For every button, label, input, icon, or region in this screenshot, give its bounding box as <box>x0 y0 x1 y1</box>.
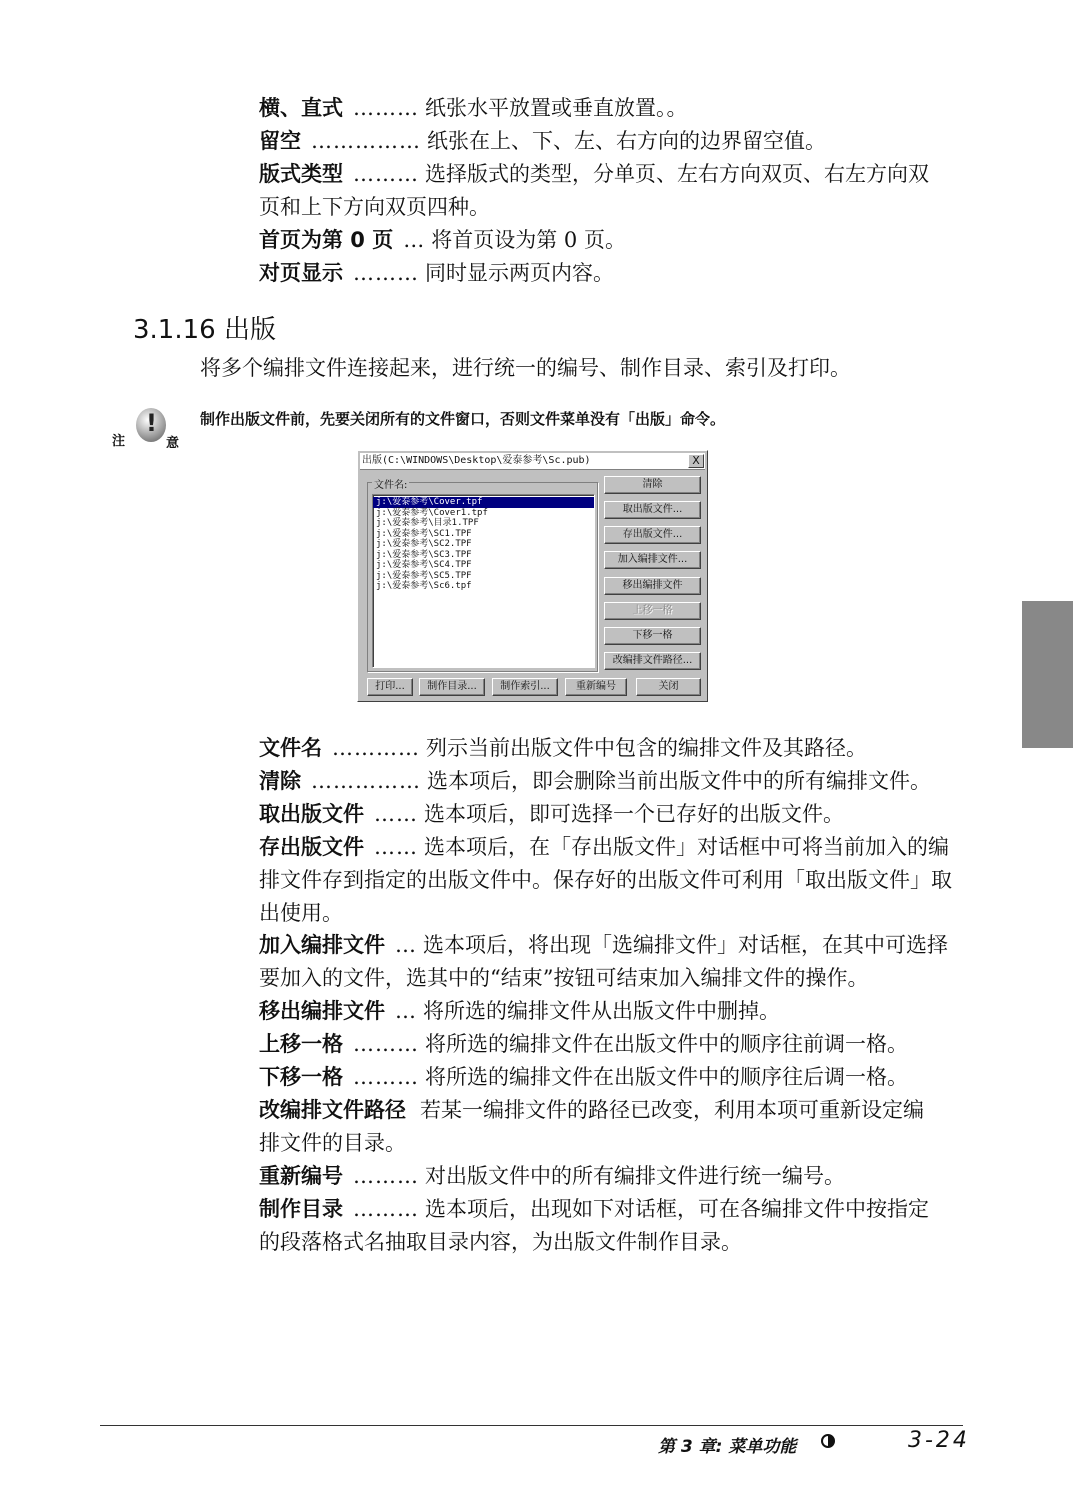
def-desc: 将首页设为第 0 页。 <box>431 228 626 252</box>
list-item[interactable]: j:\爱泰参考\Cover.tpf <box>373 497 594 508</box>
move-down-button[interactable]: 下移一格 <box>604 627 701 645</box>
def-desc: 纸张在上、下、左、右方向的边界留空值。 <box>427 129 826 153</box>
list-item[interactable]: j:\爱泰参考\Sc6.tpf <box>376 581 472 591</box>
def-term: 版式类型 <box>259 162 343 186</box>
leader-dots: ……… <box>353 96 419 120</box>
list-item[interactable]: j:\爱泰参考\SC1.TPF <box>376 528 472 539</box>
def-item <box>259 1094 924 1126</box>
change-path-button[interactable]: 改编排文件路径... <box>604 652 701 670</box>
add-file-button[interactable]: 加入编排文件... <box>604 551 701 569</box>
leader-dots: …………… <box>311 769 421 793</box>
def-item <box>259 1061 908 1093</box>
print-button[interactable]: 打印... <box>367 678 413 696</box>
list-item[interactable]: j:\爱泰参考\目录1.TPF <box>376 518 479 528</box>
def-item <box>259 995 780 1027</box>
def-desc: 选本项后，即可选择一个已存好的出版文件。 <box>424 802 844 826</box>
leader-dots: ………… <box>332 736 420 760</box>
list-item[interactable]: j:\爱泰参考\SC3.TPF <box>376 549 472 560</box>
chapter-tab <box>1022 601 1073 748</box>
def-term: 制作目录 <box>259 1197 343 1221</box>
list-item[interactable]: j:\爱泰参考\SC4.TPF <box>376 560 472 570</box>
def-term: 文件名 <box>259 736 322 760</box>
def-desc: 同时显示两页内容。 <box>425 261 614 285</box>
leader-dots: ……… <box>353 1065 419 1089</box>
def-item <box>259 765 931 797</box>
list-item[interactable]: j:\爱泰参考\SC2.TPF <box>376 539 472 549</box>
clear-button[interactable]: 清除 <box>604 476 701 494</box>
def-item <box>259 125 826 157</box>
def-item <box>259 1028 908 1060</box>
def-item <box>259 929 948 961</box>
def-term: 存出版文件 <box>259 835 364 859</box>
exclamation-icon: ! <box>146 409 157 437</box>
def-desc-continued: 排文件的目录。 <box>259 1131 406 1155</box>
def-desc: 若某一编排文件的路径已改变，利用本项可重新设定编 <box>420 1098 924 1122</box>
def-desc: 对出版文件中的所有编排文件进行统一编号。 <box>425 1164 845 1188</box>
leader-dots: …… <box>374 802 418 826</box>
leader-dots: … <box>395 999 417 1023</box>
make-index-button[interactable]: 制作索引... <box>492 678 558 696</box>
def-desc: 列示当前出版文件中包含的编排文件及其路径。 <box>426 736 867 760</box>
def-desc: 选本项后，在「存出版文件」对话框中可将当前加入的编 <box>424 835 949 859</box>
def-item <box>259 158 929 190</box>
def-desc: 选本项后，将出现「选编排文件」对话框，在其中可选择 <box>423 933 948 957</box>
list-item[interactable]: j:\爱泰参考\SC5.TPF <box>376 570 472 581</box>
def-term: 下移一格 <box>259 1065 343 1089</box>
def-desc: 选本项后，出现如下对话框，可在各编排文件中按指定 <box>425 1197 929 1221</box>
half-moon-icon <box>821 1434 835 1448</box>
def-desc: 将所选的编排文件在出版文件中的顺序往前调一格。 <box>425 1032 908 1056</box>
def-term: 改编排文件路径 <box>259 1098 406 1122</box>
leader-dots: …………… <box>311 129 421 153</box>
def-item <box>259 732 867 764</box>
def-term: 横、直式 <box>259 96 343 120</box>
def-term: 对页显示 <box>259 261 343 285</box>
def-term: 清除 <box>259 769 301 793</box>
def-desc-continued: 页和上下方向双页四种。 <box>259 195 490 219</box>
def-term: 留空 <box>259 129 301 153</box>
def-desc-continued: 出使用。 <box>259 901 343 925</box>
leader-dots: ……… <box>353 1164 419 1188</box>
close-icon[interactable]: X <box>688 454 704 468</box>
def-term: 加入编排文件 <box>259 933 385 957</box>
def-desc-continued: 要加入的文件，选其中的“结束”按钮可结束加入编排文件的操作。 <box>259 966 869 990</box>
def-item <box>259 831 949 863</box>
leader-dots: ……… <box>353 261 419 285</box>
move-up-button[interactable]: 上移一格 <box>604 602 701 620</box>
list-item[interactable]: j:\爱泰参考\Cover1.tpf <box>376 507 488 518</box>
def-item <box>259 798 844 830</box>
def-term: 移出编排文件 <box>259 999 385 1023</box>
make-toc-button[interactable]: 制作目录... <box>419 678 485 696</box>
dialog-title: 出版(C:\WINDOWS\Desktop\爱泰参考\Sc.pub) <box>360 453 705 470</box>
def-item <box>259 92 688 124</box>
def-desc: 纸张水平放置或垂直放置。。 <box>425 96 688 120</box>
remove-file-button[interactable]: 移出编排文件 <box>604 577 701 595</box>
leader-dots: … <box>395 933 417 957</box>
leader-dots: ……… <box>353 162 419 186</box>
def-item <box>259 257 614 289</box>
leader-dots: ……… <box>353 1197 419 1221</box>
page-number: 3-24 <box>908 1428 970 1453</box>
def-term: 首页为第 0 页 <box>259 228 394 252</box>
file-group-label: 文件名: <box>372 476 409 491</box>
publish-dialog <box>357 450 708 702</box>
def-desc: 选本项后，即会删除当前出版文件中的所有编排文件。 <box>427 769 931 793</box>
note-icon-label-left: 注 <box>112 434 126 449</box>
def-desc-continued: 的段落格式名抽取目录内容，为出版文件制作目录。 <box>259 1230 742 1254</box>
renumber-button[interactable]: 重新编号 <box>565 678 627 696</box>
leader-dots: ……… <box>353 1032 419 1056</box>
open-publication-button[interactable]: 取出版文件... <box>604 501 701 519</box>
def-desc: 选择版式的类型，分单页、左右方向双页、右左方向双 <box>425 162 929 186</box>
def-term: 重新编号 <box>259 1164 343 1188</box>
def-desc: 将所选的编排文件在出版文件中的顺序往后调一格。 <box>425 1065 908 1089</box>
footer-rule <box>100 1425 963 1426</box>
def-term: 取出版文件 <box>259 802 364 826</box>
note-icon-label-right: 意 <box>166 436 180 451</box>
footer-chapter: 第 3 章: 菜单功能 <box>658 1437 797 1457</box>
section-intro: 将多个编排文件连接起来，进行统一的编号、制作目录、索引及打印。 <box>200 356 851 380</box>
def-desc-continued: 排文件存到指定的出版文件中。保存好的出版文件可利用「取出版文件」取 <box>259 868 952 892</box>
def-item <box>259 224 626 256</box>
def-item <box>259 1193 929 1225</box>
leader-dots: … <box>403 228 426 252</box>
section-title: 3.1.16 出版 <box>133 315 276 345</box>
leader-dots: …… <box>374 835 418 859</box>
def-desc: 将所选的编排文件从出版文件中删掉。 <box>423 999 780 1023</box>
file-list[interactable] <box>372 494 595 668</box>
save-publication-button[interactable]: 存出版文件... <box>604 526 701 544</box>
def-item <box>259 1160 845 1192</box>
def-term: 上移一格 <box>259 1032 343 1056</box>
close-button[interactable]: 关闭 <box>636 678 701 696</box>
note-text: 制作出版文件前，先要关闭所有的文件窗口，否则文件菜单没有「出版」命令。 <box>200 410 726 428</box>
